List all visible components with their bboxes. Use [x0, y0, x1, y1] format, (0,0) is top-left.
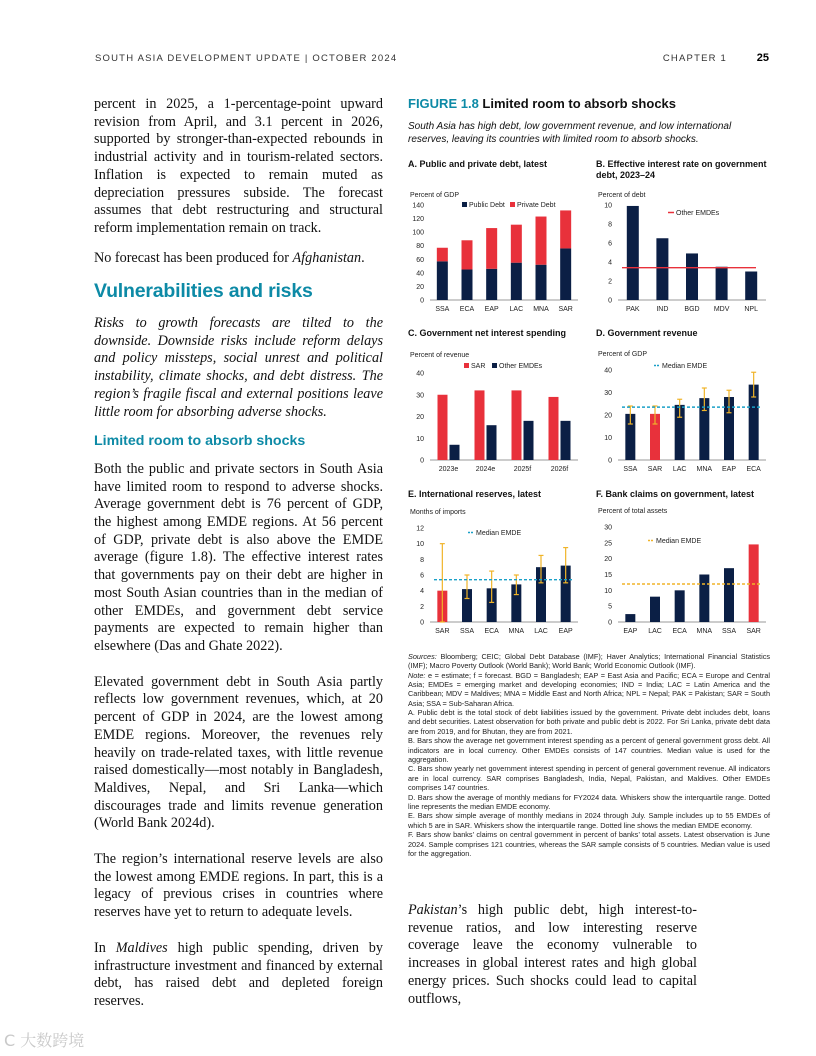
x-tick-label: EAP: [558, 628, 573, 635]
x-tick-label: 2024e: [475, 466, 496, 473]
x-tick-label: LAC: [534, 628, 548, 635]
y-tick-label: 40: [416, 270, 424, 278]
y-tick-label: 0: [420, 297, 424, 305]
bar-sar: [512, 390, 522, 460]
y-tick-label: 40: [416, 370, 424, 378]
subsection-title: Limited room to absorb shocks: [94, 433, 306, 450]
chart-d: [596, 328, 776, 493]
paragraph: Elevated government debt in South Asia partly reflects low government revenues, which, at 20 percent of GDP in 2024, are the lowest among EMDE regions. Moreover, the revenues rely heavily on trade-related taxes, with little revenue raised domestically—most notably in Bangladesh, Maldives, Nepal, and Sri Lanka—which discourages trade and limits revenue generation (World Bank 2024d).: [94, 673, 383, 832]
bar-interest-rate: [745, 272, 757, 301]
panel-title: B. Effective interest rate on government debt, 2023–24: [596, 159, 767, 180]
bar-private-debt: [486, 228, 497, 269]
panel-title: F. Bank claims on government, latest: [596, 489, 755, 499]
chart-e: [408, 489, 588, 654]
axis-unit-label: Percent of revenue: [410, 352, 470, 359]
x-tick-label: PAK: [626, 306, 640, 313]
y-tick-label: 8: [420, 556, 424, 564]
x-tick-label: ECA: [484, 628, 499, 635]
bar-public-debt: [462, 269, 473, 300]
panel-title: C. Government net interest spending: [408, 328, 567, 338]
panel-c: [408, 328, 588, 493]
figure-subtitle: South Asia has high debt, low government revenue, and low international reserves, leaving its countries with limited room to absorb shocks.: [408, 121, 732, 145]
bar-other-emdes: [524, 421, 534, 460]
paragraph: In Maldives high public spending, driven by infrastructure investment and financed by external debt, has raised debt and depleted foreign reserves.: [94, 939, 383, 1009]
x-tick-label: SAR: [647, 466, 663, 473]
chart-f: [596, 489, 776, 654]
bar-sar: [749, 544, 759, 622]
bar-sar: [438, 395, 448, 460]
x-tick-label: 2023e: [438, 466, 459, 473]
x-tick-label: MNA: [696, 466, 713, 473]
bar-public-debt: [511, 263, 522, 300]
y-tick-label: 120: [412, 216, 424, 224]
axis-unit-label: Percent of GDP: [598, 351, 648, 358]
watermark: C 大数跨境: [4, 1031, 85, 1050]
x-tick-label: EAP: [721, 466, 737, 473]
legend-label: Private Debt: [517, 202, 556, 209]
x-tick-label: 2025f: [513, 466, 532, 473]
x-tick-label: SSA: [721, 628, 737, 635]
panel-title: E. International reserves, latest: [408, 489, 542, 499]
y-tick-label: 140: [412, 202, 424, 210]
bar-sar: [475, 390, 485, 460]
axis-unit-label: Percent of debt: [598, 192, 646, 199]
y-tick-label: 6: [420, 572, 424, 580]
bar-eca: [675, 590, 685, 622]
x-tick-label: ECA: [672, 628, 687, 635]
axis-unit-label: Percent of total assets: [598, 508, 668, 515]
x-tick-label: MNA: [533, 306, 549, 313]
panel-e: [408, 489, 588, 654]
chapter-label: CHAPTER 1: [662, 53, 727, 64]
legend-label: Other EMDEs: [499, 363, 543, 370]
x-tick-label: SAR: [435, 628, 450, 635]
y-tick-label: 10: [604, 202, 612, 210]
x-tick-label: BGD: [684, 306, 700, 313]
x-tick-label: SSA: [623, 466, 638, 473]
y-tick-label: 4: [608, 259, 612, 267]
legend-swatch: [462, 202, 467, 207]
y-tick-label: 30: [604, 390, 612, 397]
legend-swatch: [510, 202, 515, 207]
y-tick-label: 0: [608, 297, 612, 305]
right-column-text: [408, 902, 697, 1008]
y-tick-label: 0: [608, 619, 612, 627]
bar-public-debt: [437, 261, 448, 300]
y-tick-label: 30: [604, 524, 612, 532]
x-tick-label: LAC: [672, 466, 687, 473]
panel-title: D. Government revenue: [596, 328, 698, 338]
legend-label: Median EMDE: [476, 530, 522, 537]
paragraph: Risks to growth forecasts are tilted to the downside. Downside risks include reform delays and policy missteps, social unrest and political instability, climate shocks, and debt distress. The region’s fragile fiscal and external positions leave little room for absorbing adverse shocks.: [94, 315, 383, 420]
paragraph: No forecast has been produced for Afghanistan.: [94, 249, 365, 266]
x-tick-label: EAP: [484, 306, 499, 313]
x-tick-label: ECA: [459, 306, 475, 313]
bar-private-debt: [560, 210, 571, 248]
y-tick-label: 40: [604, 367, 612, 375]
y-tick-label: 10: [416, 435, 424, 443]
bar-interest-rate: [716, 267, 728, 300]
panel-b: [596, 159, 776, 324]
panel-a: [408, 159, 588, 324]
legend-swatch: [464, 363, 469, 368]
x-tick-label: ECA: [746, 466, 761, 473]
running-title: SOUTH ASIA DEVELOPMENT UPDATE | OCTOBER 2024: [95, 53, 398, 64]
bar-private-debt: [536, 217, 547, 265]
bar-mna: [699, 575, 709, 623]
x-tick-label: EAP: [623, 628, 638, 635]
paragraph: Both the public and private sectors in South Asia have limited room to respond to adverse shocks. Average government debt is 76 percent of GDP, the highest among EMDE regions. At 56 percent of GDP, private debt is also above the EMDE average (figure 1.8). The effective interest rates that governments pay on their debt are higher in most South Asian countries than in the median of other EMDEs, and government debt service payments are expected to remain higher than elsewhere (Das and Ghate 2022).: [94, 460, 383, 654]
bar-interest-rate: [656, 238, 668, 300]
x-tick-label: LAC: [509, 306, 524, 313]
y-tick-label: 0: [608, 457, 612, 465]
x-tick-label: MNA: [508, 628, 525, 635]
y-tick-label: 15: [604, 572, 612, 579]
chart-b: [596, 159, 776, 324]
bar-other-emdes: [561, 421, 571, 460]
bar-public-debt: [560, 248, 571, 300]
bar-other-emdes: [450, 445, 460, 460]
note-d: D. Bars show the average of monthly medians for FY2024 data. Whiskers show the interquartile range. Dotted line represents the median EMDE economy.: [408, 792, 770, 811]
figure-title: FIGURE 1.8 Limited room to absorb shocks: [408, 96, 677, 111]
x-tick-label: MNA: [696, 628, 713, 635]
figure-header: [408, 96, 770, 146]
y-tick-label: 30: [416, 392, 424, 400]
panel-d: [596, 328, 776, 493]
legend-label: Other EMDEs: [676, 210, 720, 217]
x-tick-label: SSA: [459, 628, 475, 635]
axis-unit-label: Months of imports: [410, 509, 466, 516]
x-tick-label: SSA: [435, 306, 450, 313]
chart-a: [408, 159, 588, 324]
legend-label: Public Debt: [469, 202, 505, 209]
panel-title: A. Public and private debt, latest: [408, 159, 548, 169]
y-tick-label: 10: [604, 435, 612, 442]
x-tick-label: MDV: [713, 306, 730, 313]
bar-public-debt: [486, 269, 497, 300]
x-tick-label: NPL: [744, 306, 759, 313]
note-e: E. Bars show simple average of monthly medians in 2024 through July. Sample includes up to 55 EMDEs of which 5 are in SAR. Whiskers show the interquartile range. Dotted line shows the median EMDE economy.: [408, 811, 770, 830]
y-tick-label: 20: [604, 556, 612, 564]
axis-unit-label: Percent of GDP: [410, 192, 460, 199]
y-tick-label: 2: [420, 603, 424, 611]
sources-note: Sources: Bloomberg; CEIC; Global Debt Database (IMF); Haver Analytics; International Financial Statistics (IMF); Macro Poverty Outlook (World Bank); World Bank; World Economic Outlook (IMF).: [408, 652, 770, 671]
bar-lac: [650, 597, 660, 622]
legend-label: Median EMDE: [656, 538, 702, 545]
chart-c: [408, 328, 588, 493]
note-a: A. Public debt is the total stock of debt liabilities issued by the government. Private debt includes debt, loans and debt securities. Latest observation for both private and public debt is 2022. For Sri Lanka, private debt data are from 2019, and for Bhutan, they are from 2021.: [408, 708, 770, 736]
legend-label: Median EMDE: [662, 363, 708, 370]
x-tick-label: SAR: [558, 306, 573, 313]
x-tick-label: IND: [656, 306, 669, 313]
page-header: [95, 53, 769, 67]
bar-public-debt: [536, 265, 547, 300]
y-tick-label: 0: [420, 457, 424, 465]
y-tick-label: 20: [416, 414, 424, 421]
y-tick-label: 8: [608, 221, 612, 229]
section-title: Vulnerabilities and risks: [94, 280, 313, 303]
y-tick-label: 2: [608, 278, 612, 286]
legend-swatch: [492, 363, 497, 368]
bar-sar: [549, 397, 559, 460]
country-name: Pakistan: [408, 902, 458, 918]
legend-label: SAR: [471, 363, 486, 370]
y-tick-label: 10: [416, 541, 424, 549]
bar-ssa: [724, 568, 734, 622]
y-tick-label: 12: [416, 525, 424, 533]
y-tick-label: 20: [416, 283, 424, 291]
x-tick-label: LAC: [648, 628, 662, 635]
bar-interest-rate: [686, 253, 698, 300]
y-tick-label: 5: [608, 603, 612, 611]
bar-private-debt: [511, 225, 522, 263]
page-number: 25: [756, 52, 769, 64]
bar-other-emdes: [487, 425, 497, 460]
paragraph: ’s high public debt, high interest-to-revenue ratios, and low interesting reserve coverage leave the economy vulnerable to increases in global interest rates and high global energy prices. Such shocks could lead to capital outflows,: [408, 902, 697, 1007]
y-tick-label: 100: [412, 229, 424, 237]
bar-interest-rate: [627, 206, 639, 300]
x-tick-label: SAR: [746, 628, 761, 635]
y-tick-label: 6: [608, 240, 612, 248]
y-tick-label: 60: [416, 256, 424, 264]
bar-private-debt: [462, 240, 473, 269]
y-tick-label: 10: [604, 587, 612, 595]
abbrev-note: Note: e = estimate; f = forecast. BGD = Bangladesh; EAP = East Asia and Pacific; ECA = Europe and Central Asia; EMDEs = emerging market and developing economies; IND = India; LAC = Latin America and the Caribbean; MDV = Maldives; MNA = Middle East and North Africa; NPL = Nepal; PAK = Pakistan; SAR = South Asia; SSA = Sub-Saharan Africa.: [408, 670, 771, 708]
paragraph: percent in 2025, a 1-percentage-point upward revision from April, and 3.1 percent in 2026, supported by stronger-than-expected rebounds in industrial activity and in tourism-related sectors. Inflation is expected to remain muted as depreciation pressures subside. The forecast assumes that debt restructuring and structural reform implementation remain on track.: [94, 96, 383, 236]
x-tick-label: 2026f: [550, 466, 569, 473]
y-tick-label: 0: [420, 619, 424, 627]
y-tick-label: 20: [604, 412, 612, 420]
note-f: F. Bars show banks’ claims on central government in percent of banks’ total assets. Latest observation is June 2024. Sample comprises 121 countries, whereas the SAR sample consists of 5 countries. Median value is used for the aggregation.: [408, 830, 770, 858]
bar-private-debt: [437, 248, 448, 262]
bar-eap: [625, 614, 635, 622]
y-tick-label: 25: [604, 540, 612, 548]
panel-f: [596, 489, 776, 654]
note-b: B. Bars show the average net government interest spending as a percent of general government gross debt. All indicators are in local currency. Other EMDEs consists of 147 countries. Median value is used for the aggregation.: [408, 736, 770, 764]
y-tick-label: 4: [420, 588, 424, 596]
figure-notes: [408, 652, 770, 858]
note-c: C. Bars show yearly net government interest spending in percent of general government revenue. All indicators are in local currency. SAR comprises Bangladesh, India, Nepal, Pakistan, and Maldives. Other EMDEs comprises 147 countries.: [408, 764, 770, 792]
y-tick-label: 80: [416, 243, 424, 251]
paragraph: The region’s international reserve levels are also the lowest among EMDE regions. In part, this is a legacy of previous crises in countries where reserves have yet to return to adequate levels.: [94, 851, 383, 921]
left-column: [94, 96, 383, 1023]
